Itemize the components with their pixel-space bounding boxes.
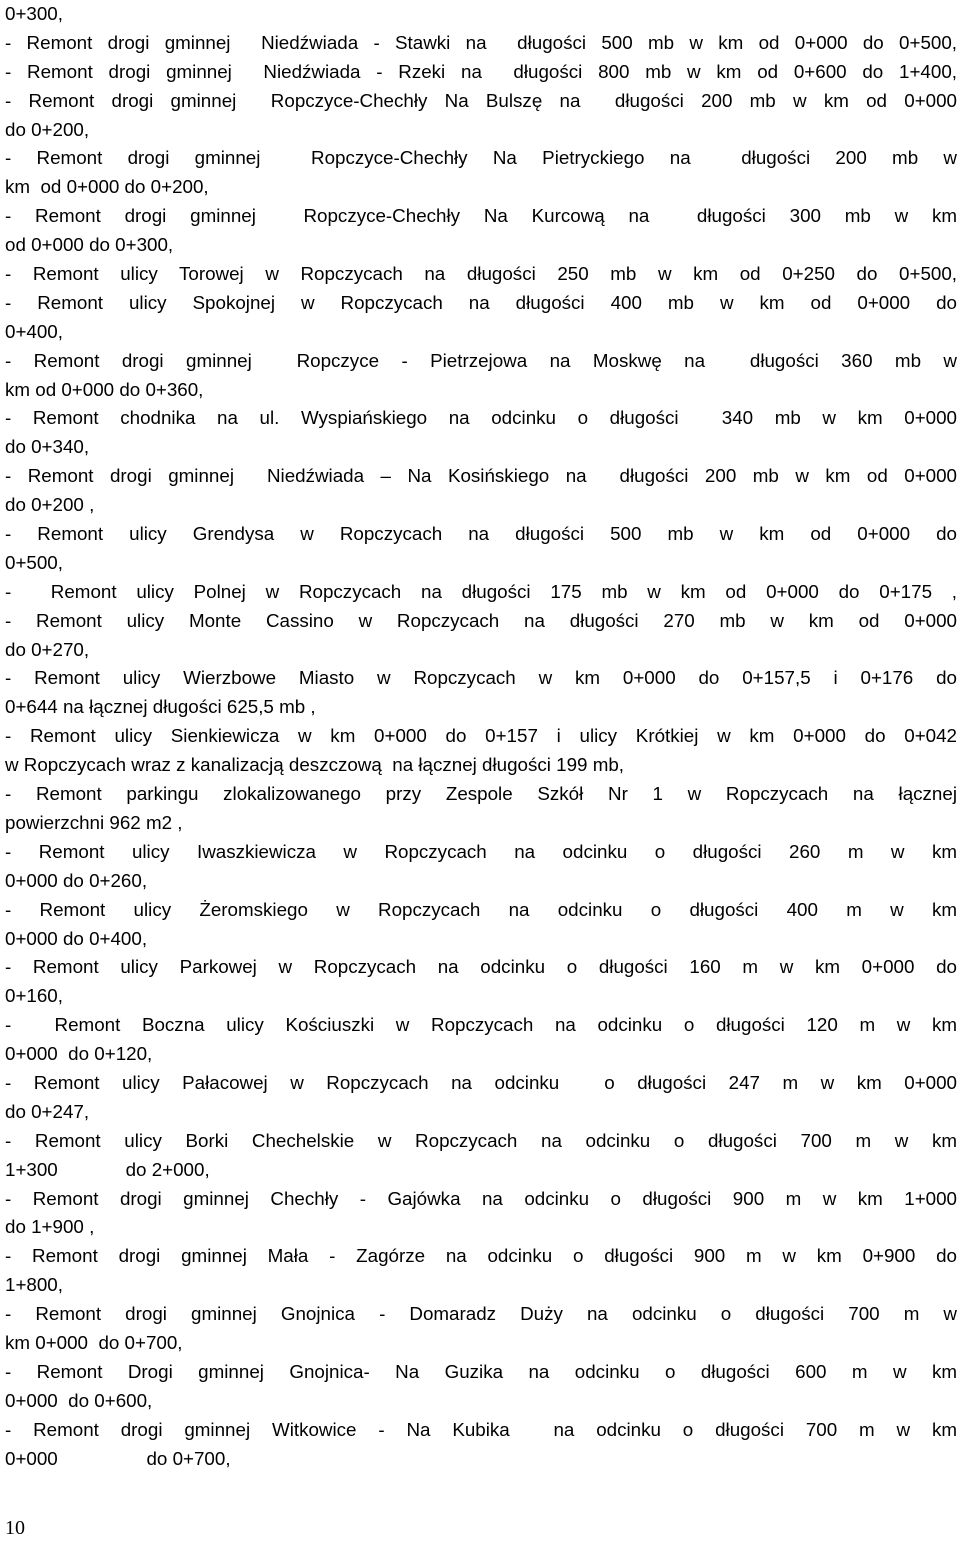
page-number: 10 bbox=[5, 1517, 25, 1539]
text-line: 0+160, bbox=[5, 985, 63, 1007]
text-line: - Remont drogi gminnej Gnojnica - Domaradz Duży na odcinku o długości 700 m w bbox=[5, 1303, 957, 1325]
text-line: - Remont ulicy Wierzbowe Miasto w Ropczycach w km 0+000 do 0+157,5 i 0+176 do bbox=[5, 667, 957, 689]
text-line: 1+300 do 2+000, bbox=[5, 1158, 210, 1180]
text-line: w Ropczycach wraz z kanalizacją deszczową na łącznej długości 199 mb, bbox=[5, 754, 625, 776]
text-line: - Remont ulicy Polnej w Ropczycach na długości 175 mb w km od 0+000 do 0+175 , bbox=[5, 580, 957, 602]
text-line: do 0+340, bbox=[5, 436, 90, 458]
text-line: - Remont ulicy Iwaszkiewicza w Ropczycach na odcinku o długości 260 m w km bbox=[5, 840, 957, 862]
text-line: - Remont drogi gminnej Niedźwiada - Stawki na długości 500 mb w km od 0+000 do 0+500, bbox=[5, 31, 957, 53]
text-line: - Remont ulicy Spokojnej w Ropczycach na długości 400 mb w km od 0+000 do bbox=[5, 291, 957, 313]
text-line: - Remont drogi gminnej Ropczyce-Chechły Na Bulszę na długości 200 mb w km od 0+000 bbox=[5, 89, 957, 111]
text-line: - Remont ulicy Torowej w Ropczycach na długości 250 mb w km od 0+250 do 0+500, bbox=[5, 263, 957, 285]
text-line: - Remont ulicy Żeromskiego w Ropczycach na odcinku o długości 400 m w km bbox=[5, 898, 957, 920]
text-line: km od 0+000 do 0+200, bbox=[5, 176, 209, 198]
text-line: km od 0+000 do 0+360, bbox=[5, 378, 204, 400]
text-line: - Remont parkingu zlokalizowanego przy Zespole Szkół Nr 1 w Ropczycach na łącznej bbox=[5, 783, 957, 805]
text-line: do 0+247, bbox=[5, 1100, 90, 1122]
document-body bbox=[5, 0, 957, 1473]
text-line: - Remont ulicy Pałacowej w Ropczycach na odcinku o długości 247 m w km 0+000 bbox=[5, 1071, 957, 1093]
text-line: - Remont drogi gminnej Ropczyce - Pietrzejowa na Moskwę na długości 360 mb w bbox=[5, 349, 957, 371]
text-line: 0+000 do 0+700, bbox=[5, 1447, 231, 1469]
text-line: od 0+000 do 0+300, bbox=[5, 234, 174, 256]
text-line: do 0+270, bbox=[5, 638, 90, 660]
text-line: 0+644 na łącznej długości 625,5 mb , bbox=[5, 696, 316, 718]
text-line: - Remont chodnika na ul. Wyspiańskiego na odcinku o długości 340 mb w km 0+000 bbox=[5, 407, 957, 429]
text-line: 1+800, bbox=[5, 1274, 63, 1296]
text-line: km 0+000 do 0+700, bbox=[5, 1331, 183, 1353]
text-line: - Remont drogi gminnej Witkowice - Na Kubika na odcinku o długości 700 m w km bbox=[5, 1418, 957, 1440]
text-line: 0+000 do 0+400, bbox=[5, 927, 148, 949]
text-line: - Remont drogi gminnej Niedźwiada - Rzeki na długości 800 mb w km od 0+600 do 1+400, bbox=[5, 60, 957, 82]
text-line: - Remont drogi gminnej Niedźwiada – Na Kosińskiego na długości 200 mb w km od 0+000 bbox=[5, 465, 957, 487]
text-line: 0+000 do 0+600, bbox=[5, 1389, 153, 1411]
text-line: - Remont drogi gminnej Mała - Zagórze na odcinku o długości 900 m w km 0+900 do bbox=[5, 1245, 957, 1267]
text-line: - Remont ulicy Sienkiewicza w km 0+000 do 0+157 i ulicy Krótkiej w km 0+000 do 0+042 bbox=[5, 725, 957, 747]
text-line: - Remont ulicy Borki Chechelskie w Ropczycach na odcinku o długości 700 m w km bbox=[5, 1129, 957, 1151]
text-line: - Remont ulicy Monte Cassino w Ropczycach na długości 270 mb w km od 0+000 bbox=[5, 609, 957, 631]
text-line: - Remont Drogi gminnej Gnojnica- Na Guzika na odcinku o długości 600 m w km bbox=[5, 1360, 957, 1382]
text-line: - Remont drogi gminnej Ropczyce-Chechły Na Kurcową na długości 300 mb w km bbox=[5, 205, 957, 227]
text-line: - Remont ulicy Parkowej w Ropczycach na odcinku o długości 160 m w km 0+000 do bbox=[5, 956, 957, 978]
text-line: - Remont Boczna ulicy Kościuszki w Ropczycach na odcinku o długości 120 m w km bbox=[5, 1014, 957, 1036]
text-line: - Remont drogi gminnej Ropczyce-Chechły Na Pietryckiego na długości 200 mb w bbox=[5, 147, 957, 169]
text-line: do 0+200, bbox=[5, 118, 90, 140]
text-line: 0+000 do 0+120, bbox=[5, 1043, 153, 1065]
text-line: 0+000 do 0+260, bbox=[5, 869, 148, 891]
text-line: 0+300, bbox=[5, 3, 63, 24]
text-line: do 1+900 , bbox=[5, 1216, 95, 1238]
text-line: 0+500, bbox=[5, 551, 63, 573]
text-line: - Remont drogi gminnej Chechły - Gajówka na odcinku o długości 900 m w km 1+000 bbox=[5, 1187, 957, 1209]
text-line: do 0+200 , bbox=[5, 494, 95, 516]
text-line: powierzchni 962 m2 , bbox=[5, 811, 183, 833]
text-line: - Remont ulicy Grendysa w Ropczycach na długości 500 mb w km od 0+000 do bbox=[5, 523, 957, 545]
text-line: 0+400, bbox=[5, 320, 63, 342]
